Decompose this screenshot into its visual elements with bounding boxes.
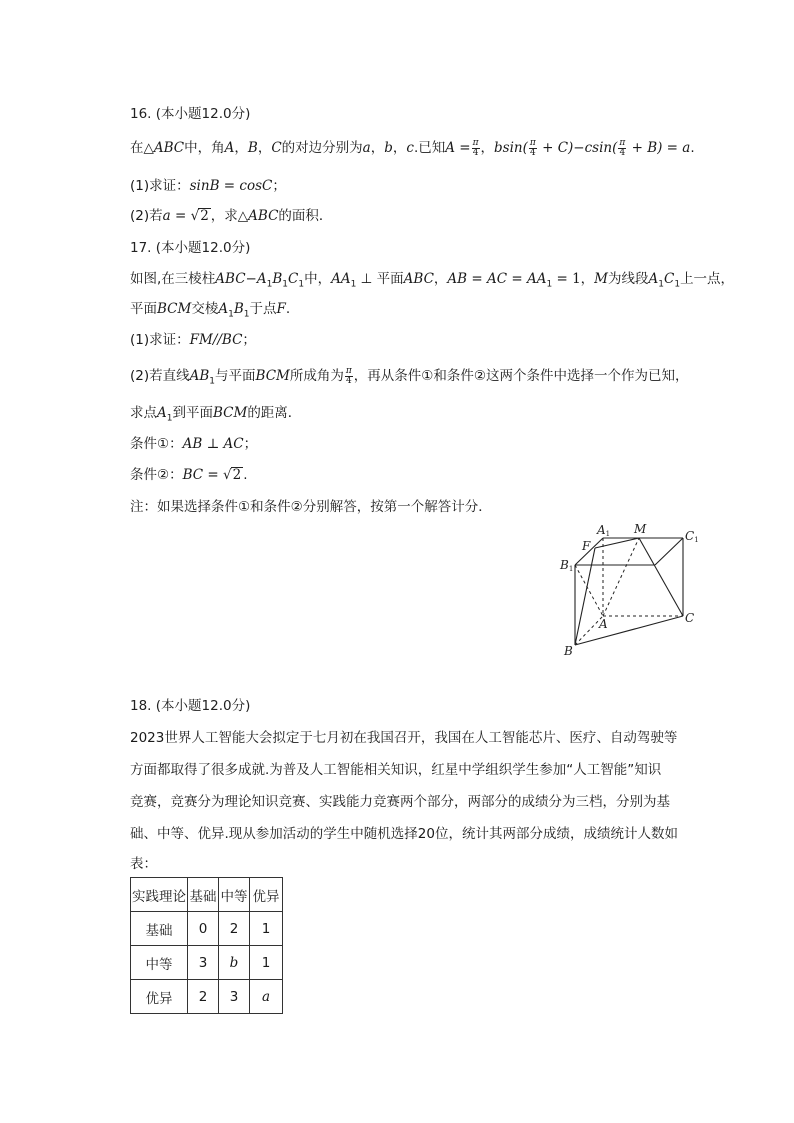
edge-MC xyxy=(639,538,683,616)
table-header-cell: 基础 xyxy=(188,878,219,912)
table-row xyxy=(131,980,283,1014)
edge-AM xyxy=(603,538,639,616)
table-cell: b xyxy=(219,946,250,980)
label-A: A xyxy=(599,617,608,631)
q16-part2: (2)若a = √2 ，求△ABC的面积． xyxy=(130,208,333,224)
table-header-cell: 优异 xyxy=(250,878,283,912)
label-A1: A1 xyxy=(597,523,611,538)
table-cell: a xyxy=(250,980,283,1014)
q17-line2: 平面BCM交棱$A_1B_1$于点F. xyxy=(130,301,291,320)
q18-title: 18. (本小题12.0分) xyxy=(130,698,251,714)
q17-title: 17. (本小题12.0分) xyxy=(130,240,251,256)
table-cell: 2 xyxy=(219,912,250,946)
q18-para-line5: 表： xyxy=(130,856,157,872)
table-row xyxy=(131,912,283,946)
table-header-row xyxy=(131,878,283,912)
q18-para-line3: 竞赛，竞赛分为理论知识竞赛、实践能力竞赛两个部分，两部分的成绩分为三档，分别为基 xyxy=(130,794,670,810)
q17-part1: (1)求证：FM//BC； xyxy=(130,332,256,348)
table-cell: 优异 xyxy=(131,980,188,1014)
label-F: F xyxy=(582,539,591,553)
q17-condition2: 条件②：BC = √2 . xyxy=(130,467,248,483)
q17-line1: 如图,在三棱柱$ABC-A_1B_1C_1$中，$AA_1$ ⊥ 平面ABC，AB = AC = $AA_1 = 1$，M为线段$A_1C_1$上一点， xyxy=(130,271,735,290)
q17-condition1: 条件①：AB ⊥ AC； xyxy=(130,436,258,452)
fraction-pi-over-4: $\frac{\pi}{4}$ xyxy=(345,365,352,386)
q16-stem: 在△ABC中，角A，B，C的对边分别为a，b，c.已知A = $\frac{\pi}{4}$ ，bsin( $\frac{\pi}{4}$ + C)−csin( $\frac{\pi}{4}$ + B) = a. xyxy=(130,137,695,158)
table-cell: 基础 xyxy=(131,912,188,946)
table-cell: 3 xyxy=(188,946,219,980)
q18-para-line1: 2023世界人工智能大会拟定于七月初在我国召开，我国在人工智能芯片、医疗、自动驾驶等 xyxy=(130,730,678,746)
table-header-cell: 实践理论 xyxy=(131,878,188,912)
fraction-pi-over-4: $\frac{\pi}{4}$ xyxy=(472,137,479,158)
edge-AB1 xyxy=(575,565,603,616)
q17-part2-cont: 求点$A_1$到平面BCM的距离． xyxy=(130,405,302,424)
label-C: C xyxy=(685,611,695,625)
q16-title: 16. (本小题12.0分) xyxy=(130,106,251,122)
label-C1: C1 xyxy=(685,529,699,544)
table-cell: 1 xyxy=(250,946,283,980)
table-cell: 0 xyxy=(188,912,219,946)
q17-note: 注：如果选择条件①和条件②分别解答，按第一个解答计分． xyxy=(130,499,492,515)
table-row xyxy=(131,946,283,980)
fraction-pi-over-4: $\frac{\pi}{4}$ xyxy=(619,137,626,158)
prism-figure xyxy=(555,520,715,660)
table-cell: 2 xyxy=(188,980,219,1014)
table-cell: 中等 xyxy=(131,946,188,980)
table-cell: 1 xyxy=(250,912,283,946)
q17-part2: (2)若直线$AB_1$与平面BCM所成角为 $\frac{\pi}{4}$ ，再从条件①和条件②这两个条件中选择一个作为已知， xyxy=(130,365,689,387)
edge-C1B1-back xyxy=(655,538,683,565)
table-header-cell: 中等 xyxy=(219,878,250,912)
score-table xyxy=(130,877,283,1014)
edge-BC xyxy=(575,616,683,645)
q18-para-line4: 础、中等、优异.现从参加活动的学生中随机选择20位，统计其两部分成绩，成绩统计人数如 xyxy=(130,826,678,842)
q16-part1: (1)求证：sinB = cosC； xyxy=(130,178,286,194)
q18-para-line2: 方面都取得了很多成就.为普及人工智能相关知识，红星中学组织学生参加“人工智能”知识 xyxy=(130,762,662,778)
label-M: M xyxy=(634,522,647,536)
fraction-pi-over-4: $\frac{\pi}{4}$ xyxy=(529,137,536,158)
label-B: B xyxy=(564,644,573,658)
table-cell: 3 xyxy=(219,980,250,1014)
label-B1: B1 xyxy=(560,558,574,573)
